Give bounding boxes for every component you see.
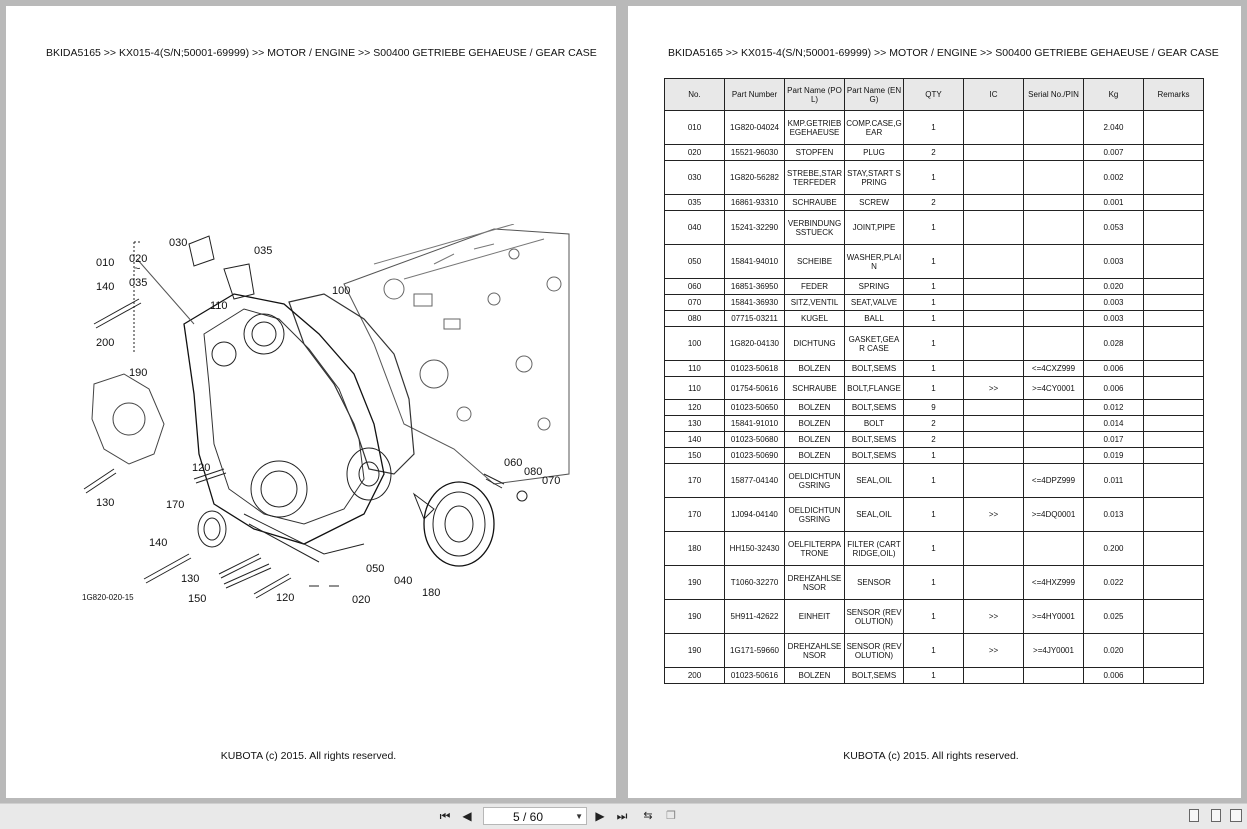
table-cell: 2 <box>904 195 964 211</box>
svg-text:020: 020 <box>352 594 371 604</box>
table-cell: >> <box>964 600 1024 634</box>
table-cell: 15877-04140 <box>725 464 785 498</box>
table-cell: 120 <box>665 400 725 416</box>
table-row <box>665 145 1204 161</box>
column-header: IC <box>964 79 1024 111</box>
table-cell: 0.025 <box>1084 600 1144 634</box>
table-row <box>665 416 1204 432</box>
svg-text:120: 120 <box>192 462 211 474</box>
table-cell: 020 <box>665 145 725 161</box>
table-cell: 1 <box>904 634 964 668</box>
table-cell <box>964 211 1024 245</box>
table-cell: 0.053 <box>1084 211 1144 245</box>
table-cell: 140 <box>665 432 725 448</box>
table-cell: BOLT,SEMS <box>845 361 904 377</box>
table-cell <box>1024 448 1084 464</box>
svg-text:140: 140 <box>96 281 115 293</box>
table-cell: FILTER (CARTRIDGE,OIL) <box>845 532 904 566</box>
rotate-page-icon[interactable]: ⇆ <box>643 810 653 822</box>
table-cell: BOLZEN <box>785 448 845 464</box>
table-cell <box>964 245 1024 279</box>
table-cell: >=4JY0001 <box>1024 634 1084 668</box>
table-cell <box>1144 532 1204 566</box>
table-cell: 0.002 <box>1084 161 1144 195</box>
svg-text:180: 180 <box>422 587 441 599</box>
table-cell <box>1024 279 1084 295</box>
table-cell: BOLT <box>845 416 904 432</box>
table-cell: >=4HY0001 <box>1024 600 1084 634</box>
table-cell <box>964 279 1024 295</box>
parts-table-body <box>665 111 1204 684</box>
table-cell <box>964 311 1024 327</box>
table-cell <box>1144 279 1204 295</box>
svg-text:060: 060 <box>504 457 523 469</box>
table-cell: 0.014 <box>1084 416 1144 432</box>
table-cell <box>964 295 1024 311</box>
table-cell: PLUG <box>845 145 904 161</box>
single-page-view-icon[interactable] <box>1189 809 1199 822</box>
svg-text:070: 070 <box>542 475 561 487</box>
table-cell: 1 <box>904 361 964 377</box>
table-cell: 0.006 <box>1084 361 1144 377</box>
table-row <box>665 600 1204 634</box>
table-cell: >=4DQ0001 <box>1024 498 1084 532</box>
table-cell: SCREW <box>845 195 904 211</box>
table-cell: 035 <box>665 195 725 211</box>
column-header: Part Number <box>725 79 785 111</box>
svg-text:120: 120 <box>276 592 295 604</box>
table-row <box>665 111 1204 145</box>
table-row <box>665 361 1204 377</box>
table-cell: T1060-32270 <box>725 566 785 600</box>
table-cell: DREHZAHLSENSOR <box>785 634 845 668</box>
table-cell <box>1144 311 1204 327</box>
table-cell: 0.013 <box>1084 498 1144 532</box>
table-cell: 1 <box>904 295 964 311</box>
table-cell: HH150-32430 <box>725 532 785 566</box>
table-cell: >> <box>964 634 1024 668</box>
table-cell <box>964 400 1024 416</box>
table-cell: EINHEIT <box>785 600 845 634</box>
table-cell: BOLT,SEMS <box>845 400 904 416</box>
table-cell: 1J094-04140 <box>725 498 785 532</box>
table-cell <box>1144 245 1204 279</box>
table-cell <box>1024 432 1084 448</box>
column-header: No. <box>665 79 725 111</box>
table-cell: 1G171-59660 <box>725 634 785 668</box>
table-cell: 130 <box>665 416 725 432</box>
table-cell: 01023-50618 <box>725 361 785 377</box>
svg-text:100: 100 <box>332 285 351 297</box>
next-page-icon[interactable]: ▶ <box>595 809 605 823</box>
table-cell <box>1144 400 1204 416</box>
table-cell: 150 <box>665 448 725 464</box>
table-cell: 1 <box>904 245 964 279</box>
table-cell: FEDER <box>785 279 845 295</box>
table-row <box>665 566 1204 600</box>
svg-text:1G820-020-15: 1G820-020-15 <box>82 593 134 602</box>
table-cell: 0.011 <box>1084 464 1144 498</box>
continuous-view-icon[interactable] <box>1211 809 1221 822</box>
table-row <box>665 211 1204 245</box>
table-cell <box>964 464 1024 498</box>
table-cell: 15841-36930 <box>725 295 785 311</box>
table-cell: 170 <box>665 498 725 532</box>
table-cell: 1 <box>904 668 964 684</box>
table-cell <box>1024 668 1084 684</box>
svg-text:200: 200 <box>96 337 115 349</box>
table-cell: KUGEL <box>785 311 845 327</box>
table-cell: 0.001 <box>1084 195 1144 211</box>
table-cell: 01023-50650 <box>725 400 785 416</box>
table-cell: 0.020 <box>1084 279 1144 295</box>
svg-text:140: 140 <box>149 537 168 549</box>
table-cell: 1 <box>904 161 964 195</box>
table-cell: SITZ,VENTIL <box>785 295 845 311</box>
table-cell <box>1144 145 1204 161</box>
table-cell: 07715-03211 <box>725 311 785 327</box>
table-cell: <=4DPZ999 <box>1024 464 1084 498</box>
table-cell: 1G820-56282 <box>725 161 785 195</box>
table-cell: 0.028 <box>1084 327 1144 361</box>
page-header: BKIDA5165 >> KX015-4(S/N;50001-69999) >> MOTOR / ENGINE >> S00400 GETRIEBE GEHAEUSE / GEAR CASE <box>46 47 597 59</box>
table-cell: 190 <box>665 634 725 668</box>
table-cell: SEAL,OIL <box>845 498 904 532</box>
table-cell: 5H911-42622 <box>725 600 785 634</box>
table-cell: JOINT,PIPE <box>845 211 904 245</box>
table-cell: 0.003 <box>1084 295 1144 311</box>
table-row <box>665 634 1204 668</box>
table-cell: 0.022 <box>1084 566 1144 600</box>
table-cell: 170 <box>665 464 725 498</box>
table-row <box>665 464 1204 498</box>
table-cell: 100 <box>665 327 725 361</box>
table-cell: 0.003 <box>1084 245 1144 279</box>
table-cell: SEAL,OIL <box>845 464 904 498</box>
table-cell <box>1024 327 1084 361</box>
table-cell: BOLZEN <box>785 668 845 684</box>
table-cell <box>964 195 1024 211</box>
table-cell <box>1144 566 1204 600</box>
table-cell <box>964 668 1024 684</box>
table-cell: 01023-50680 <box>725 432 785 448</box>
table-cell: 01023-50690 <box>725 448 785 464</box>
table-cell <box>1024 161 1084 195</box>
parts-table <box>664 78 1204 684</box>
table-cell: 1G820-04024 <box>725 111 785 145</box>
left-page <box>6 6 616 798</box>
first-page-icon[interactable]: ⏮ <box>439 809 451 823</box>
table-cell <box>1144 111 1204 145</box>
page-header: BKIDA5165 >> KX015-4(S/N;50001-69999) >> MOTOR / ENGINE >> S00400 GETRIEBE GEHAEUSE / GEAR CASE <box>668 47 1219 59</box>
table-cell: BOLT,SEMS <box>845 448 904 464</box>
table-cell <box>1144 161 1204 195</box>
table-cell: 1 <box>904 279 964 295</box>
table-cell: 0.020 <box>1084 634 1144 668</box>
table-row <box>665 432 1204 448</box>
svg-text:080: 080 <box>524 466 543 478</box>
table-cell <box>1144 361 1204 377</box>
table-cell: 1 <box>904 211 964 245</box>
viewer-toolbar <box>0 803 1247 829</box>
table-cell: 1 <box>904 532 964 566</box>
svg-text:050: 050 <box>366 563 385 575</box>
svg-text:110: 110 <box>210 300 228 312</box>
column-header: Kg <box>1084 79 1144 111</box>
svg-text:020: 020 <box>129 253 148 265</box>
table-cell: 030 <box>665 161 725 195</box>
table-cell: 1 <box>904 448 964 464</box>
table-cell: 060 <box>665 279 725 295</box>
table-cell: 15241-32290 <box>725 211 785 245</box>
table-cell: 01754-50616 <box>725 377 785 400</box>
table-cell: SEAT,VALVE <box>845 295 904 311</box>
table-cell <box>1024 195 1084 211</box>
table-cell: 1 <box>904 327 964 361</box>
table-cell: SENSOR (REVOLUTION) <box>845 600 904 634</box>
table-cell: 16851-36950 <box>725 279 785 295</box>
table-cell: DREHZAHLSENSOR <box>785 566 845 600</box>
right-page <box>628 6 1241 798</box>
table-cell: 0.017 <box>1084 432 1144 448</box>
chevron-down-icon: ▼ <box>575 812 583 821</box>
table-cell <box>1024 416 1084 432</box>
table-row <box>665 311 1204 327</box>
table-cell <box>964 532 1024 566</box>
table-cell: BOLZEN <box>785 400 845 416</box>
svg-text:040: 040 <box>394 575 413 587</box>
table-cell: 0.006 <box>1084 668 1144 684</box>
table-row <box>665 498 1204 532</box>
table-cell <box>1024 111 1084 145</box>
table-cell <box>1144 432 1204 448</box>
exploded-parts-diagram <box>74 224 574 604</box>
table-cell: BOLT,FLANGE <box>845 377 904 400</box>
table-cell: 190 <box>665 566 725 600</box>
table-cell: 050 <box>665 245 725 279</box>
svg-text:150: 150 <box>188 593 207 604</box>
table-cell: 110 <box>665 361 725 377</box>
last-page-icon[interactable]: ⏭ <box>616 809 628 823</box>
table-cell: BALL <box>845 311 904 327</box>
table-cell: 16861-93310 <box>725 195 785 211</box>
table-cell <box>964 566 1024 600</box>
table-cell: SCHRAUBE <box>785 195 845 211</box>
table-cell <box>1144 668 1204 684</box>
table-cell: 1 <box>904 600 964 634</box>
table-cell: 1 <box>904 111 964 145</box>
column-header: Part Name (ENG) <box>845 79 904 111</box>
table-cell <box>1024 532 1084 566</box>
table-cell: 15521-96030 <box>725 145 785 161</box>
table-cell: SCHEIBE <box>785 245 845 279</box>
column-header: Remarks <box>1144 79 1204 111</box>
table-cell: 190 <box>665 600 725 634</box>
table-cell: 0.003 <box>1084 311 1144 327</box>
table-cell <box>964 145 1024 161</box>
previous-page-icon[interactable]: ◀ <box>462 809 472 823</box>
gear-case-drawing <box>74 224 574 604</box>
table-cell: OELDICHTUNGSRING <box>785 498 845 532</box>
table-cell: SPRING <box>845 279 904 295</box>
table-cell <box>964 161 1024 195</box>
table-cell: BOLZEN <box>785 361 845 377</box>
table-cell <box>1144 295 1204 311</box>
table-cell <box>1024 295 1084 311</box>
table-cell <box>1144 634 1204 668</box>
table-cell: SENSOR (REVOLUTION) <box>845 634 904 668</box>
svg-text:010: 010 <box>96 257 115 269</box>
table-cell: <=4HXZ999 <box>1024 566 1084 600</box>
table-cell: 1G820-04130 <box>725 327 785 361</box>
svg-text:~: ~ <box>134 263 141 275</box>
table-cell: 1 <box>904 464 964 498</box>
table-cell: 1 <box>904 311 964 327</box>
table-cell <box>1024 211 1084 245</box>
column-header: QTY <box>904 79 964 111</box>
table-cell: 0.019 <box>1084 448 1144 464</box>
table-cell: 080 <box>665 311 725 327</box>
table-cell <box>964 361 1024 377</box>
table-row <box>665 245 1204 279</box>
table-row <box>665 668 1204 684</box>
table-cell: 2 <box>904 432 964 448</box>
table-cell <box>964 111 1024 145</box>
table-cell <box>964 327 1024 361</box>
table-cell: >=4CY0001 <box>1024 377 1084 400</box>
table-cell: 15841-91010 <box>725 416 785 432</box>
table-cell: STAY,START SPRING <box>845 161 904 195</box>
table-row <box>665 448 1204 464</box>
svg-text:035: 035 <box>129 277 148 289</box>
table-cell <box>1024 311 1084 327</box>
table-cell: BOLT,SEMS <box>845 432 904 448</box>
table-cell: 2 <box>904 145 964 161</box>
table-row <box>665 195 1204 211</box>
table-cell: STREBE,STARTERFEDER <box>785 161 845 195</box>
svg-text:130: 130 <box>96 497 115 509</box>
table-cell <box>1144 498 1204 532</box>
table-cell <box>1144 377 1204 400</box>
column-header: Serial No./PIN <box>1024 79 1084 111</box>
table-cell <box>964 416 1024 432</box>
table-cell <box>1144 211 1204 245</box>
table-cell: 1 <box>904 498 964 532</box>
page-number-select[interactable] <box>483 807 587 825</box>
table-cell: 01023-50616 <box>725 668 785 684</box>
table-row <box>665 279 1204 295</box>
svg-text:035: 035 <box>254 245 273 257</box>
table-cell: 2 <box>904 416 964 432</box>
table-cell: 15841-94010 <box>725 245 785 279</box>
column-header: Part Name (POL) <box>785 79 845 111</box>
table-cell: 0.012 <box>1084 400 1144 416</box>
table-row <box>665 161 1204 195</box>
svg-text:130: 130 <box>181 573 200 585</box>
table-row <box>665 532 1204 566</box>
table-cell: OELDICHTUNGSRING <box>785 464 845 498</box>
svg-text:170: 170 <box>166 499 185 511</box>
table-cell: 0.006 <box>1084 377 1144 400</box>
table-cell <box>1024 400 1084 416</box>
table-cell: BOLZEN <box>785 432 845 448</box>
table-cell: 9 <box>904 400 964 416</box>
svg-text:030: 030 <box>169 237 188 249</box>
table-cell <box>1144 327 1204 361</box>
table-cell: SENSOR <box>845 566 904 600</box>
table-cell: STOPFEN <box>785 145 845 161</box>
table-cell: DICHTUNG <box>785 327 845 361</box>
table-cell: 200 <box>665 668 725 684</box>
table-cell: 2.040 <box>1084 111 1144 145</box>
table-cell: >> <box>964 498 1024 532</box>
table-cell: <=4CXZ999 <box>1024 361 1084 377</box>
table-cell <box>964 448 1024 464</box>
table-cell: 180 <box>665 532 725 566</box>
copy-page-icon[interactable]: ❐ <box>666 810 676 822</box>
table-cell: GASKET,GEAR CASE <box>845 327 904 361</box>
table-cell: 0.007 <box>1084 145 1144 161</box>
table-cell: VERBINDUNGSSTUECK <box>785 211 845 245</box>
table-cell <box>1144 195 1204 211</box>
table-header-row <box>665 79 1204 111</box>
page-number-value: 5 / 60 <box>512 810 544 824</box>
table-cell: KMP.GETRIEBEGEHAEUSE <box>785 111 845 145</box>
table-cell: 070 <box>665 295 725 311</box>
table-cell <box>1144 416 1204 432</box>
table-cell: WASHER,PLAIN <box>845 245 904 279</box>
table-cell: 110 <box>665 377 725 400</box>
table-row <box>665 327 1204 361</box>
table-cell <box>1144 464 1204 498</box>
table-cell: OELFILTERPATRONE <box>785 532 845 566</box>
table-cell: 040 <box>665 211 725 245</box>
svg-text:190: 190 <box>129 367 148 379</box>
table-cell: 1 <box>904 566 964 600</box>
table-row <box>665 377 1204 400</box>
two-page-view-icon[interactable] <box>1230 809 1242 822</box>
table-row <box>665 295 1204 311</box>
table-cell <box>1144 600 1204 634</box>
table-cell: 010 <box>665 111 725 145</box>
table-cell: >> <box>964 377 1024 400</box>
table-cell <box>1144 448 1204 464</box>
table-cell: COMP.CASE,GEAR <box>845 111 904 145</box>
table-row <box>665 400 1204 416</box>
table-cell: BOLZEN <box>785 416 845 432</box>
table-cell <box>1024 145 1084 161</box>
table-cell: 0.200 <box>1084 532 1144 566</box>
table-cell <box>964 432 1024 448</box>
page-footer: KUBOTA (c) 2015. All rights reserved. <box>220 750 397 762</box>
table-cell: BOLT,SEMS <box>845 668 904 684</box>
table-cell <box>1024 245 1084 279</box>
page-footer: KUBOTA (c) 2015. All rights reserved. <box>843 750 1019 762</box>
table-cell: SCHRAUBE <box>785 377 845 400</box>
table-cell: 1 <box>904 377 964 400</box>
